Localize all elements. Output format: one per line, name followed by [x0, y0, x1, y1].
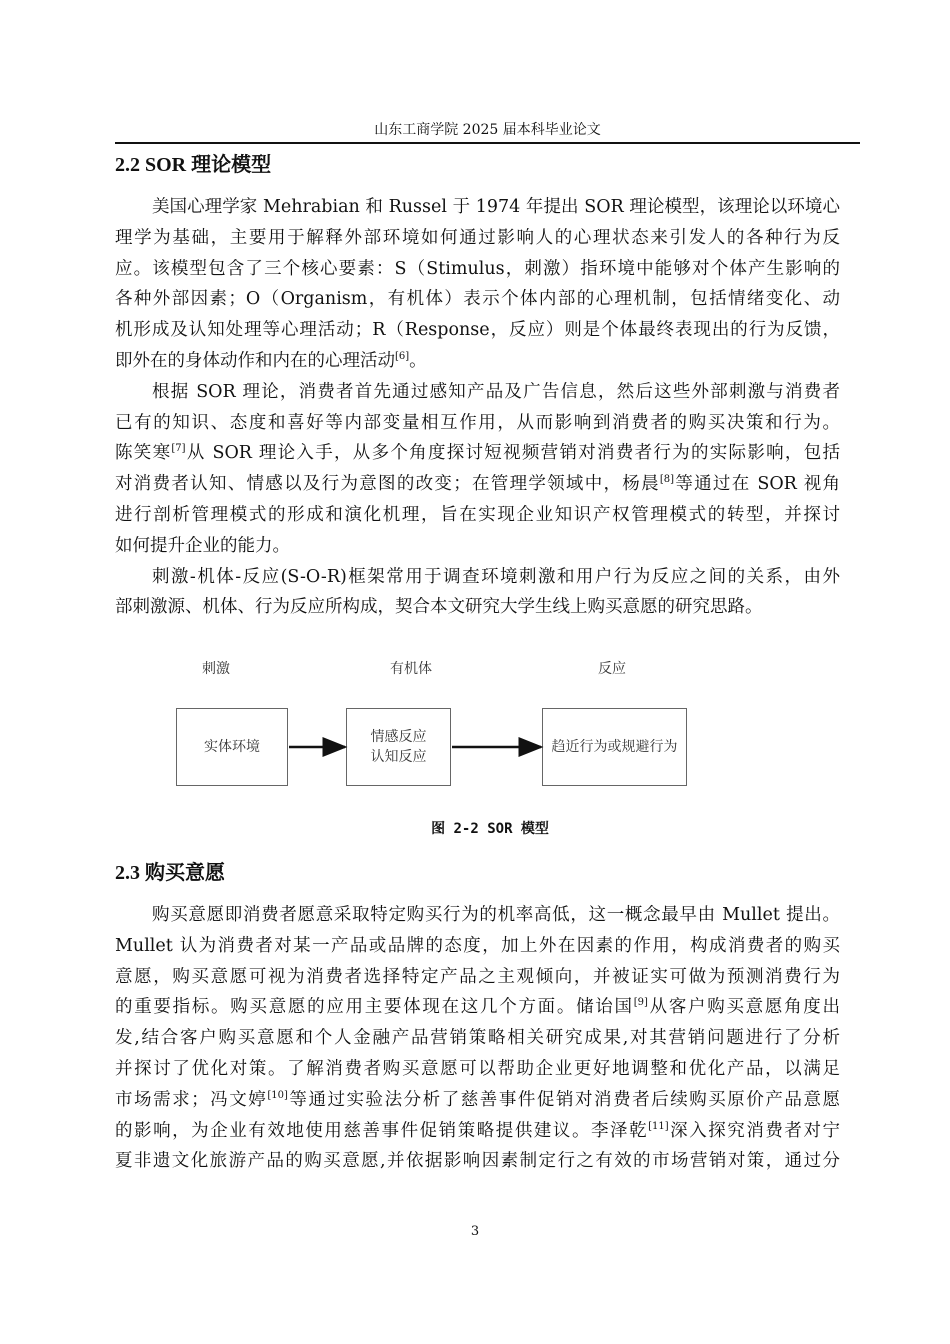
text-line [115, 931, 840, 962]
text-line [115, 469, 840, 500]
text-segment: 市场需求；冯文婷 [115, 1089, 268, 1110]
text-segment: 理学为基础，主要用于解释外部环境如何通过影响人的心理状态来引发人的各种行为反 [115, 227, 840, 248]
text-segment: 等通过实验法分析了慈善事件促销对消费者后续购买原价产品意愿 [287, 1089, 841, 1110]
citation-ref[interactable]: [11] [648, 1120, 669, 1132]
text-segment: 部刺激源、机体、行为反应所构成，契合本文研究大学生线上购买意愿的研究思路。 [115, 597, 763, 618]
text-segment: 从 SOR 理论入手，从多个角度探讨短视频营销对消费者行为的实际影响，包括 [185, 443, 841, 464]
figure-caption: 图 2-2 SOR 模型 [431, 821, 549, 837]
text-line [115, 1023, 840, 1054]
citation-ref[interactable]: [7] [171, 443, 186, 455]
text-segment: 发,结合客户购买意愿和个人金融产品营销策略相关研究成果,对其营销问题进行了分析 [115, 1028, 840, 1049]
box-response-text: 趋近行为或规避行为 [551, 739, 678, 755]
text-segment: 美国心理学家 Mehrabian 和 Russel 于 1974 年提出 SOR 理论模型，该理论以环境心 [152, 197, 840, 217]
page-number: 3 [470, 1224, 480, 1239]
citation-ref[interactable]: [10] [267, 1089, 288, 1101]
text-segment: 进行剖析管理模式的形成和演化机理，旨在实现企业知识产权管理模式的转型，并探讨 [115, 504, 840, 525]
text-line [115, 346, 840, 377]
text-line [115, 408, 840, 439]
text-line [115, 284, 840, 315]
text-segment: 的影响，为企业有效地使用慈善事件促销策略提供建议。李泽乾 [115, 1120, 649, 1141]
label-organism: 有机体 [390, 661, 432, 677]
text-line [115, 992, 840, 1023]
text-line [115, 592, 840, 623]
text-segment: 并探讨了优化对策。了解消费者购买意愿可以帮助企业更好地调整和优化产品，以满足 [115, 1058, 840, 1079]
text-line [115, 962, 840, 993]
running-header: 山东工商学院 2025 届本科毕业论文 [374, 122, 601, 138]
text-segment: 从客户购买意愿角度出 [647, 997, 841, 1018]
text-segment: 如何提升企业的能力。 [115, 535, 290, 556]
text-line [115, 192, 840, 223]
text-line [115, 562, 840, 593]
box-stimulus-text: 实体环境 [204, 739, 260, 755]
diagram-arrows [160, 650, 720, 800]
text-line [115, 1085, 840, 1116]
text-segment: 刺激-机体-反应(S-O-R)框架常用于调查环境刺激和用户行为反应之间的关系，由外 [152, 566, 840, 587]
text-segment: Mullet 认为消费者对某一产品或品牌的态度，加上外在因素的作用，构成消费者的购买 [115, 935, 840, 956]
box-organism-line1: 情感反应 [370, 729, 427, 745]
text-line [115, 500, 840, 531]
text-segment: 夏非遗文化旅游产品的购买意愿,并依据影响因素制定行之有效的市场营销对策，通过分 [115, 1151, 840, 1172]
box-organism-line2: 认知反应 [370, 749, 427, 765]
text-segment: 。 [409, 350, 427, 371]
section-2-3-body [115, 900, 840, 1177]
text-line [115, 1116, 840, 1147]
header-rule [115, 142, 860, 144]
text-segment: 根据 SOR 理论，消费者首先通过感知产品及广告信息，然后这些外部刺激与消费者 [152, 381, 840, 402]
text-segment: 即外在的身体动作和内在的心理活动 [115, 350, 395, 371]
section-heading-2-3: 2.3 购买意愿 [115, 862, 225, 884]
text-segment: 等通过在 SOR 视角 [674, 474, 840, 495]
section-2-2-body [115, 192, 840, 623]
text-line [115, 315, 840, 346]
text-line [115, 531, 840, 562]
citation-ref[interactable]: [9] [633, 997, 648, 1009]
text-segment: 陈笑寒 [115, 443, 172, 464]
citation-ref[interactable]: [6] [395, 350, 410, 362]
text-segment: 购买意愿即消费者愿意采取特定购买行为的机率高低，这一概念最早由 Mullet 提出。 [152, 905, 840, 925]
text-line [115, 223, 840, 254]
text-line [115, 900, 840, 931]
text-line [115, 377, 840, 408]
text-segment: 的重要指标。购买意愿的应用主要体现在这几个方面。储诒国 [115, 997, 634, 1018]
citation-ref[interactable]: [8] [659, 474, 675, 486]
text-line [115, 1146, 840, 1177]
text-segment: 深入探究消费者对宁 [668, 1120, 840, 1141]
text-line [115, 1054, 840, 1085]
text-segment: 机形成及认知处理等心理活动；R（Response，反应）则是个体最终表现出的行为反馈， [115, 320, 840, 341]
text-segment: 对消费者认知、情感以及行为意图的改变；在管理学领域中，杨晨 [115, 474, 660, 495]
section-heading-2-2: 2.2 SOR 理论模型 [115, 154, 272, 176]
sor-model-diagram [160, 650, 720, 800]
text-line [115, 254, 840, 285]
label-stimulus: 刺激 [202, 661, 230, 677]
text-segment: 已有的知识、态度和喜好等内部变量相互作用，从而影响到消费者的购买决策和行为。 [115, 412, 840, 433]
text-segment: 各种外部因素；O（Organism，有机体）表示个体内部的心理机制，包括情绪变化、动 [115, 289, 840, 310]
text-line [115, 438, 840, 469]
label-response: 反应 [598, 661, 626, 677]
text-segment: 意愿，购买意愿可视为消费者选择特定产品之主观倾向，并被证实可做为预测消费行为 [115, 966, 840, 987]
text-segment: 应。该模型包含了三个核心要素：S（Stimulus，刺激）指环境中能够对个体产生影响的 [115, 258, 840, 279]
